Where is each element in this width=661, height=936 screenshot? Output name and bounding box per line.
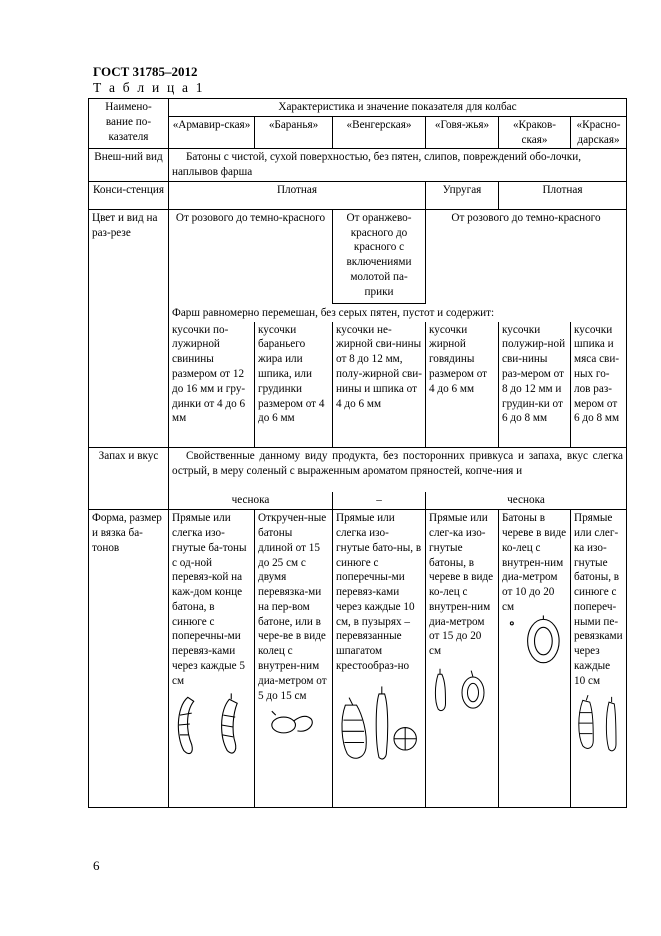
header-govyazhya: «Говя-жья» — [426, 116, 499, 149]
page-number: 6 — [93, 858, 100, 873]
cut-pieces-vengerskaya: кусочки не-жирной сви-нины от 8 до 12 мм, полу-жирной сви-нины и шпика от 4 до 6 мм — [333, 322, 426, 448]
krasnodarskaya-sausage-sketch — [574, 689, 623, 759]
armavirskaya-sausage-sketch — [172, 689, 251, 761]
row-label-consistency: Конси-стенция — [89, 181, 169, 209]
cut-mince-note: Фарш равномерно перемешан, без серых пятен, пустот и содержит: — [169, 303, 627, 321]
consistency-dense-2: Плотная — [499, 181, 627, 209]
smell-text: Свойственные данному виду продукта, без посторонних привкуса и запаха, вкус слегка острый, в меру соленый с выраженным ароматом пряностей, копче-ния и — [169, 448, 627, 492]
shape-govyazhya — [426, 510, 499, 808]
baranya-sausage-sketch — [258, 703, 329, 745]
krakovskaya-sausage-sketch — [502, 615, 567, 675]
header-krasnodarskaya: «Красно-дарская» — [571, 116, 627, 149]
header-krakovskaya: «Краков-ская» — [499, 116, 571, 149]
specification-table — [88, 98, 627, 808]
table-caption: Т а б л и ц а 1 — [93, 80, 205, 95]
cut-pieces-armavirskaya: кусочки по-лужирной свинины размером от 12 до 16 мм и гру-динки от 4 до 6 мм — [169, 322, 255, 448]
header-indicator: Наимено-вание по-казателя — [89, 99, 169, 149]
header-characteristic: Характеристика и значение показателя для колбас — [169, 99, 627, 117]
row-label-cut: Цвет и вид на раз-резе — [89, 209, 169, 447]
shape-armavirskaya — [169, 510, 255, 808]
cut-color-orange: От оранжево-красного до красного с включениями молотой па-прики — [333, 209, 426, 303]
cut-pieces-govyazhya: кусочки жирной говядины размером от 4 до 6 мм — [426, 322, 499, 448]
shape-armavirskaya-text: Прямые или слегка изо-гнутые ба-тоны с од-ной перевяз-кой на каж-дом конце батона, в синюге с поперечны-ми перевяз-ками через каждые 5 см — [172, 512, 247, 687]
shape-krasnodarskaya — [571, 510, 627, 808]
shape-baranya — [255, 510, 333, 808]
govyazhya-sausage-sketch — [429, 659, 495, 717]
cut-color-pink-2: От розового до темно-красного — [426, 209, 627, 303]
smell-garlic-2: чеснока — [426, 492, 627, 510]
smell-dash: – — [333, 492, 426, 510]
header-vengerskaya: «Венгерская» — [333, 116, 426, 149]
vengerskaya-sausage-sketch — [336, 674, 422, 769]
cut-color-pink: От розового до темно-красного — [169, 209, 333, 303]
cut-pieces-baranya: кусочки бараньего жира или шпика, или грудинки размером от 4 до 6 мм — [255, 322, 333, 448]
shape-vengerskaya-text: Прямые или слегка изо-гнутые бато-ны, в синюге с поперечны-ми перевяз-ками через каждые 10 см, в пузырях – перевязанные шпагатом крестообраз-но — [336, 512, 422, 672]
shape-krakovskaya-text: Батоны в череве в виде ко-лец с внутрен-ним диа-метром от 10 до 20 см — [502, 512, 567, 613]
appearance-value: Батоны с чистой, сухой поверхностью, без пятен, слипов, повреждений обо-лочки, наплывов фарша — [169, 149, 627, 182]
consistency-elastic: Упругая — [426, 181, 499, 209]
cut-pieces-krakovskaya: кусочки полужир-ной сви-нины раз-мером от 8 до 12 мм и грудин-ки от 6 до 8 мм — [499, 322, 571, 448]
shape-vengerskaya — [333, 510, 426, 808]
header-baranya: «Баранья» — [255, 116, 333, 149]
row-label-appearance: Внеш-ний вид — [89, 149, 169, 182]
document-code: ГОСТ 31785–2012 — [93, 64, 198, 79]
shape-govyazhya-text: Прямые или слег-ка изо-гнутые батоны, в череве в виде ко-лец с внутрен-ним диа-метром от 15 до 20 см — [429, 512, 494, 658]
shape-baranya-text: Откручен-ные батоны длиной от 15 до 25 см с двумя перевязка-ми на пер-вом батоне, или в чере-ве в виде колец с внутрен-ним диа-метром от 5 до 15 см — [258, 512, 327, 702]
shape-krasnodarskaya-text: Прямые или слег-ка изо-гнутые батоны, в синюге с попереч-ными пе-ревязками через каждые 10 см — [574, 512, 623, 687]
row-label-smell: Запах и вкус — [89, 448, 169, 510]
row-label-shape: Форма, размер и вязка ба-тонов — [89, 510, 169, 808]
consistency-dense: Плотная — [169, 181, 426, 209]
cut-pieces-krasnodarskaya: кусочки шпика и мяса сви-ных го-лов раз-мером от 6 до 8 мм — [571, 322, 627, 448]
smell-garlic-1: чеснока — [169, 492, 333, 510]
shape-krakovskaya — [499, 510, 571, 808]
header-armavirskaya: «Армавир-ская» — [169, 116, 255, 149]
